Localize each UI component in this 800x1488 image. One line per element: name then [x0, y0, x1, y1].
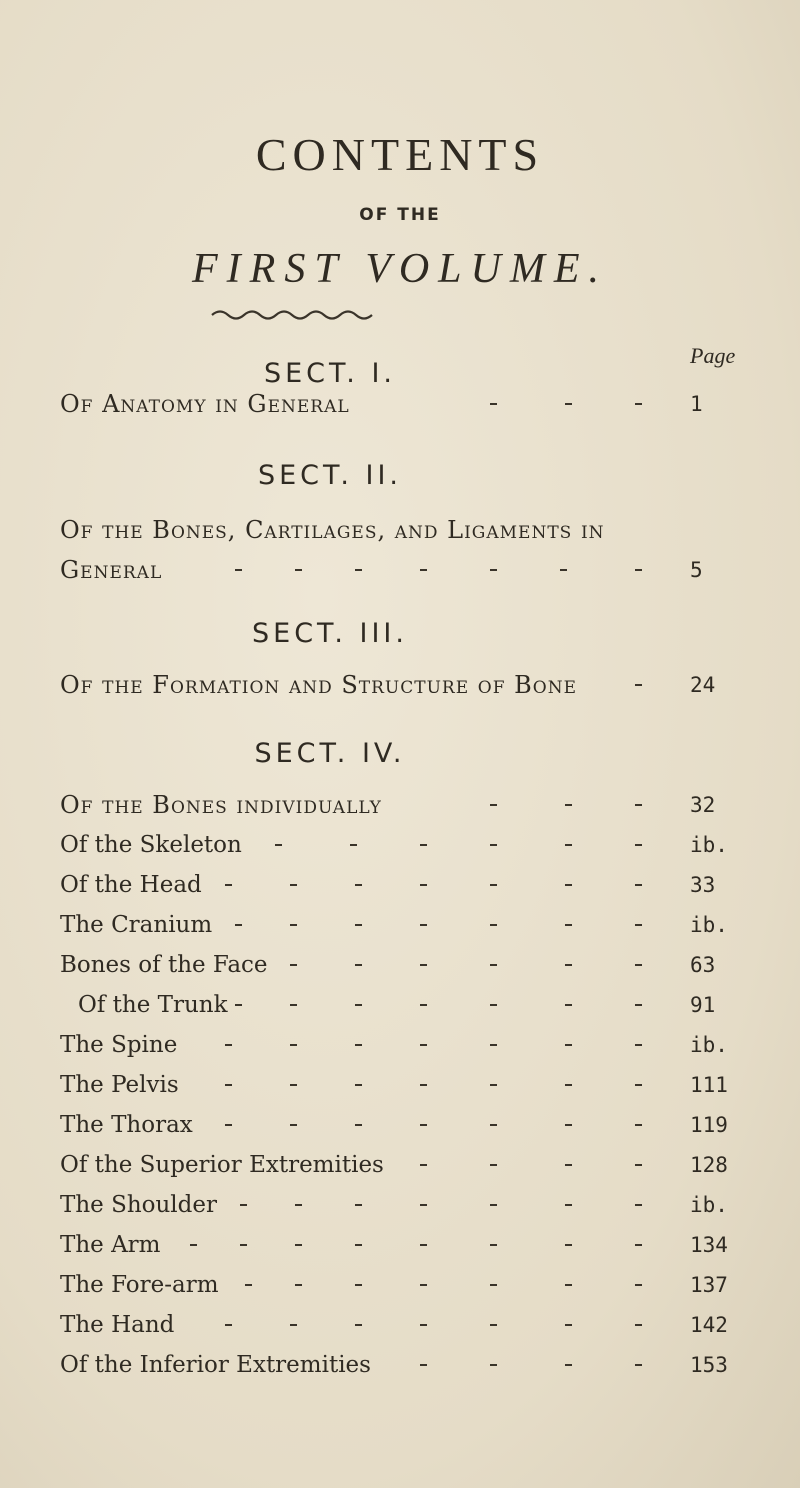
entry-page: 63: [690, 953, 716, 977]
leader-dashes: [60, 384, 660, 424]
toc-entry: [60, 1185, 780, 1225]
toc-entry: [60, 865, 780, 905]
entry-page: 153: [690, 1353, 728, 1377]
leader-dashes: [60, 985, 660, 1025]
leader-dashes: [60, 1145, 660, 1185]
leader-dashes: [60, 1025, 660, 1065]
entry-page: 1: [690, 392, 703, 416]
entry-page: 24: [690, 673, 716, 697]
subtitle-of: OF THE: [359, 205, 441, 225]
entry-title: The Shoulder: [60, 1192, 217, 1218]
entry-page: 5: [690, 558, 703, 582]
toc-entry: [60, 905, 780, 945]
toc-entry: [60, 510, 780, 550]
entry-page: 91: [690, 993, 716, 1017]
leader-dashes: [60, 1065, 660, 1105]
toc-entry: [60, 1265, 780, 1305]
section-heading: SECT. III.: [252, 618, 408, 649]
toc-entry: [60, 985, 780, 1025]
toc-entry: [60, 785, 780, 825]
leader-dashes: [60, 1265, 660, 1305]
entry-page: ib.: [690, 1033, 728, 1057]
entry-title: Of the Skeleton: [60, 832, 242, 858]
entry-title: Of the Formation and Structure of Bone: [60, 671, 577, 699]
leader-dashes: [60, 665, 660, 705]
toc-entry: [60, 1145, 780, 1185]
leader-dashes: [60, 1305, 660, 1345]
toc-entry: [60, 384, 780, 424]
entry-page: ib.: [690, 913, 728, 937]
entry-page: ib.: [690, 1193, 728, 1217]
entry-title: Bones of the Face: [60, 952, 268, 978]
entry-title: The Hand: [60, 1312, 175, 1338]
toc-entry: [60, 1025, 780, 1065]
leader-dashes: [60, 945, 660, 985]
entry-title: The Arm: [60, 1232, 161, 1258]
leader-dashes: [60, 550, 660, 590]
entry-page: 33: [690, 873, 716, 897]
leader-dashes: [60, 1105, 660, 1145]
leader-dashes: [60, 1225, 660, 1265]
entry-page: 111: [690, 1073, 728, 1097]
page-title: CONTENTS: [255, 129, 545, 180]
leader-dashes: [60, 905, 660, 945]
entry-page: 128: [690, 1153, 728, 1177]
page-column-label: Page: [690, 343, 736, 368]
entry-page: 119: [690, 1113, 728, 1137]
entry-title: The Spine: [60, 1032, 178, 1058]
section-heading: SECT. IV.: [254, 738, 406, 769]
leader-dashes: [60, 785, 660, 825]
entry-title: Of the Superior Extremities: [60, 1152, 384, 1178]
entry-title: Of the Bones individually: [60, 791, 382, 819]
entry-page: ib.: [690, 833, 728, 857]
entry-title: The Fore-arm: [60, 1272, 219, 1298]
toc-entry: [60, 550, 780, 590]
entry-title: General: [60, 556, 163, 584]
entry-page: 32: [690, 793, 716, 817]
leader-dashes: [60, 865, 660, 905]
entry-title: Of the Head: [60, 872, 202, 898]
toc-entry: [60, 945, 780, 985]
toc-entry: [60, 1305, 780, 1345]
entry-title: The Pelvis: [60, 1072, 179, 1098]
entry-title: Of the Trunk: [78, 992, 228, 1018]
entry-page: 137: [690, 1273, 728, 1297]
section-heading: SECT. II.: [257, 460, 402, 491]
leader-dashes: [60, 1345, 660, 1385]
entry-title: The Thorax: [60, 1112, 193, 1138]
toc-entry: [60, 1065, 780, 1105]
leader-dashes: [60, 825, 660, 865]
toc-entry: [60, 825, 780, 865]
entry-page: 134: [690, 1233, 728, 1257]
entry-title: Of the Inferior Extremities: [60, 1352, 371, 1378]
toc-entry: [60, 665, 780, 705]
entry-page: 142: [690, 1313, 728, 1337]
section-heading: SECT. I.: [263, 358, 397, 389]
toc-entry: [60, 1105, 780, 1145]
leader-dashes: [60, 1185, 660, 1225]
entry-title: The Cranium: [60, 912, 213, 938]
subtitle-volume: FIRST VOLUME.: [192, 246, 608, 292]
toc-entry: [60, 1345, 780, 1385]
toc-entry: [60, 1225, 780, 1265]
ornament-divider-icon: [210, 308, 380, 322]
entry-title: Of Anatomy in General: [60, 390, 350, 418]
entry-title: Of the Bones, Cartilages, and Ligaments in: [60, 516, 605, 544]
